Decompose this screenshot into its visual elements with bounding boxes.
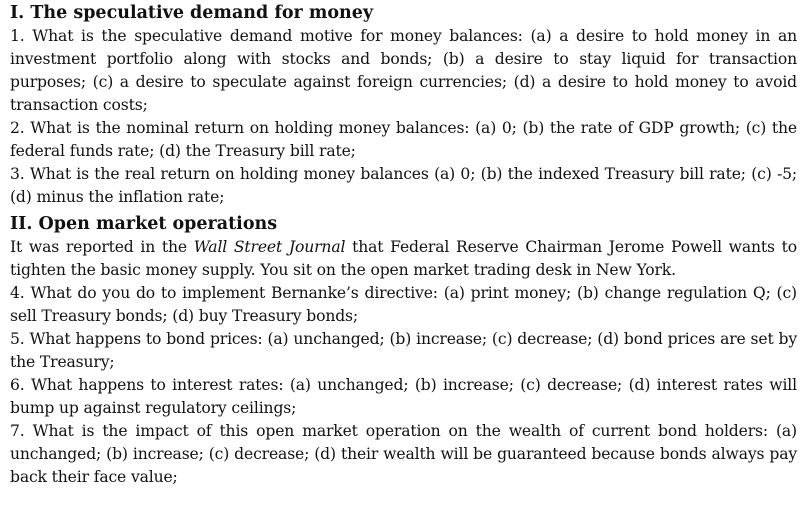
question-3: 3. What is the real return on holding money balances (a) 0; (b) the indexed Treasury bill rate; (c) -5; (d) minus the inflation rate; bbox=[10, 165, 797, 206]
intro-text-after: that Federal Reserve Chairman Jerome Powell wants to tighten the basic money supply. You sit on the open market trading desk in New York. bbox=[10, 238, 798, 279]
journal-name: Wall Street Journal bbox=[193, 238, 346, 256]
question-2: 2. What is the nominal return on holding money balances: (a) 0; (b) the rate of GDP growth; (c) the federal funds rate; (d) the Treasury bill rate; bbox=[10, 119, 797, 160]
section-2-intro bbox=[10, 236, 797, 282]
section-1-title: I. The speculative demand for money bbox=[10, 3, 374, 23]
question-4: 4. What do you do to implement Bernanke’s directive: (a) print money; (b) change regulation Q; (c) sell Treasury bonds; (d) buy Treasury bonds; bbox=[10, 284, 797, 325]
question-6: 6. What happens to interest rates: (a) unchanged; (b) increase; (c) decrease; (d) interest rates will bump up against regulatory ceilings; bbox=[10, 376, 797, 417]
question-5: 5. What happens to bond prices: (a) unchanged; (b) increase; (c) decrease; (d) bond prices are set by the Treasury; bbox=[10, 330, 797, 371]
section-2-title: II. Open market operations bbox=[10, 214, 278, 234]
question-1: 1. What is the speculative demand motive for money balances: (a) a desire to hold money in an investment portfolio along with stocks and bonds; (b) a desire to stay liquid for transaction purposes; (c) a desire to speculate against foreign currencies; (d) a desire to hold money to avoid transaction costs; bbox=[10, 27, 797, 114]
intro-text-before: It was reported in the bbox=[10, 238, 194, 256]
question-7: 7. What is the impact of this open market operation on the wealth of current bond holders: (a) unchanged; (b) increase; (c) decrease; (d) their wealth will be guaranteed because bonds always pay back their face value; bbox=[10, 422, 797, 486]
